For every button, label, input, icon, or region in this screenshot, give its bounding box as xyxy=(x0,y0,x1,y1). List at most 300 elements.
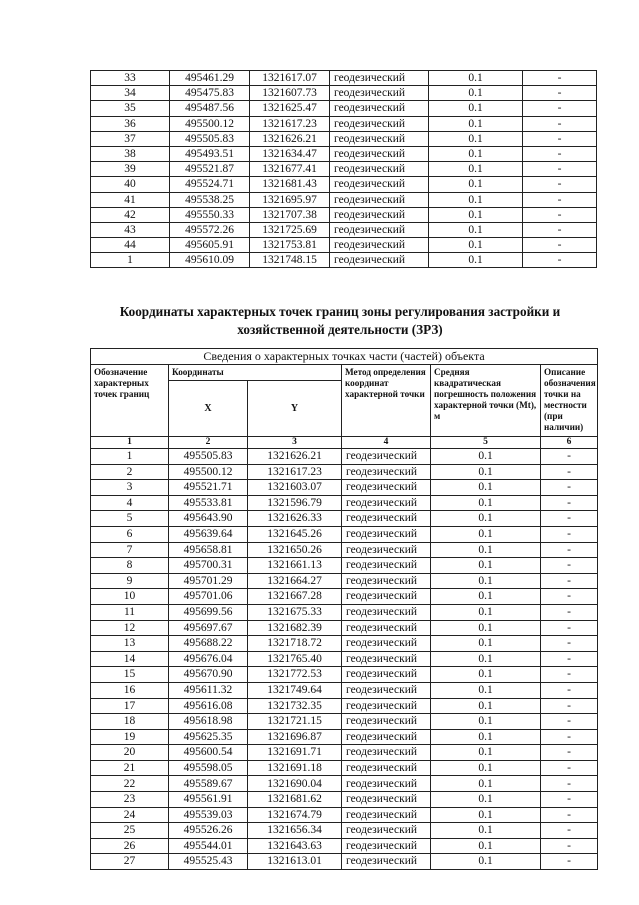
description-cell: - xyxy=(541,838,598,854)
accuracy-cell: 0.1 xyxy=(431,511,541,527)
point-number-cell: 1 xyxy=(91,253,170,268)
point-number-cell: 23 xyxy=(91,792,169,808)
description-cell: - xyxy=(523,146,597,161)
table-row xyxy=(91,116,597,131)
method-cell: геодезический xyxy=(330,101,429,116)
method-cell: геодезический xyxy=(330,86,429,101)
accuracy-cell: 0.1 xyxy=(431,480,541,496)
description-cell: - xyxy=(541,526,598,542)
point-number-cell: 7 xyxy=(91,542,169,558)
x-coordinate-cell: 495500.12 xyxy=(169,464,248,480)
accuracy-cell: 0.1 xyxy=(431,526,541,542)
method-cell: геодезический xyxy=(342,542,431,558)
y-coordinate-cell: 1321681.62 xyxy=(248,792,342,808)
point-number-cell: 38 xyxy=(91,146,170,161)
accuracy-cell: 0.1 xyxy=(429,101,523,116)
description-cell: - xyxy=(523,131,597,146)
accuracy-cell: 0.1 xyxy=(429,192,523,207)
point-number-cell: 16 xyxy=(91,682,169,698)
x-coordinate-cell: 495589.67 xyxy=(169,776,248,792)
method-cell: геодезический xyxy=(342,807,431,823)
x-coordinate-cell: 495600.54 xyxy=(169,745,248,761)
header-x: X xyxy=(169,381,248,437)
top-table-body xyxy=(91,71,597,268)
method-cell: геодезический xyxy=(342,604,431,620)
description-cell: - xyxy=(541,760,598,776)
table-row xyxy=(91,86,597,101)
method-cell: геодезический xyxy=(342,573,431,589)
method-cell: геодезический xyxy=(330,238,429,253)
description-cell: - xyxy=(541,589,598,605)
accuracy-cell: 0.1 xyxy=(431,792,541,808)
x-coordinate-cell: 495697.67 xyxy=(169,620,248,636)
x-coordinate-cell: 495461.29 xyxy=(170,71,250,86)
point-number-cell: 9 xyxy=(91,573,169,589)
accuracy-cell: 0.1 xyxy=(429,162,523,177)
x-coordinate-cell: 495701.29 xyxy=(169,573,248,589)
column-number: 5 xyxy=(431,437,541,449)
column-number: 1 xyxy=(91,437,169,449)
accuracy-cell: 0.1 xyxy=(431,698,541,714)
method-cell: геодезический xyxy=(330,177,429,192)
method-cell: геодезический xyxy=(342,589,431,605)
point-number-cell: 14 xyxy=(91,651,169,667)
table-row xyxy=(91,729,598,745)
x-coordinate-cell: 495616.08 xyxy=(169,698,248,714)
point-number-cell: 40 xyxy=(91,177,170,192)
description-cell: - xyxy=(523,71,597,86)
accuracy-cell: 0.1 xyxy=(431,495,541,511)
description-cell: - xyxy=(541,636,598,652)
y-coordinate-cell: 1321696.87 xyxy=(248,729,342,745)
method-cell: геодезический xyxy=(330,253,429,268)
table-row xyxy=(91,589,598,605)
method-cell: геодезический xyxy=(342,745,431,761)
accuracy-cell: 0.1 xyxy=(431,823,541,839)
point-number-cell: 43 xyxy=(91,222,170,237)
y-coordinate-cell: 1321650.26 xyxy=(248,542,342,558)
y-coordinate-cell: 1321695.97 xyxy=(250,192,330,207)
x-coordinate-cell: 495688.22 xyxy=(169,636,248,652)
table-row xyxy=(91,838,598,854)
zrz-table-body xyxy=(91,349,598,870)
point-number-cell: 25 xyxy=(91,823,169,839)
table-row xyxy=(91,464,598,480)
accuracy-cell: 0.1 xyxy=(429,238,523,253)
accuracy-cell: 0.1 xyxy=(431,682,541,698)
point-number-cell: 15 xyxy=(91,667,169,683)
y-coordinate-cell: 1321681.43 xyxy=(250,177,330,192)
point-number-cell: 24 xyxy=(91,807,169,823)
x-coordinate-cell: 495493.51 xyxy=(170,146,250,161)
method-cell: геодезический xyxy=(342,838,431,854)
y-coordinate-cell: 1321721.15 xyxy=(248,714,342,730)
method-cell: геодезический xyxy=(342,636,431,652)
description-cell: - xyxy=(541,698,598,714)
table-row xyxy=(91,651,598,667)
accuracy-cell: 0.1 xyxy=(429,222,523,237)
y-coordinate-cell: 1321707.38 xyxy=(250,207,330,222)
description-cell: - xyxy=(541,511,598,527)
table-row xyxy=(91,526,598,542)
point-number-cell: 13 xyxy=(91,636,169,652)
x-coordinate-cell: 495521.87 xyxy=(170,162,250,177)
accuracy-cell: 0.1 xyxy=(431,542,541,558)
x-coordinate-cell: 495538.25 xyxy=(170,192,250,207)
point-number-cell: 27 xyxy=(91,854,169,870)
method-cell: геодезический xyxy=(342,823,431,839)
description-cell: - xyxy=(523,207,597,222)
table-row xyxy=(91,823,598,839)
table-row xyxy=(91,698,598,714)
table-row xyxy=(91,558,598,574)
table-row xyxy=(91,207,597,222)
column-number: 3 xyxy=(248,437,342,449)
point-number-cell: 5 xyxy=(91,511,169,527)
description-cell: - xyxy=(541,776,598,792)
y-coordinate-cell: 1321603.07 xyxy=(248,480,342,496)
y-coordinate-cell: 1321749.64 xyxy=(248,682,342,698)
accuracy-cell: 0.1 xyxy=(429,131,523,146)
x-coordinate-cell: 495475.83 xyxy=(170,86,250,101)
accuracy-cell: 0.1 xyxy=(429,116,523,131)
y-coordinate-cell: 1321617.23 xyxy=(250,116,330,131)
y-coordinate-cell: 1321626.21 xyxy=(250,131,330,146)
table-row xyxy=(91,480,598,496)
table-row xyxy=(91,573,598,589)
table-row xyxy=(91,449,598,465)
accuracy-cell: 0.1 xyxy=(429,146,523,161)
point-number-cell: 10 xyxy=(91,589,169,605)
description-cell: - xyxy=(523,253,597,268)
method-cell: геодезический xyxy=(342,776,431,792)
y-coordinate-cell: 1321625.47 xyxy=(250,101,330,116)
y-coordinate-cell: 1321664.27 xyxy=(248,573,342,589)
table-row xyxy=(91,238,597,253)
x-coordinate-cell: 495525.43 xyxy=(169,854,248,870)
description-cell: - xyxy=(523,177,597,192)
point-number-cell: 2 xyxy=(91,464,169,480)
table-row xyxy=(91,760,598,776)
table-row xyxy=(91,253,597,268)
y-coordinate-cell: 1321675.33 xyxy=(248,604,342,620)
description-cell: - xyxy=(541,854,598,870)
point-number-cell: 6 xyxy=(91,526,169,542)
x-coordinate-cell: 495521.71 xyxy=(169,480,248,496)
y-coordinate-cell: 1321674.79 xyxy=(248,807,342,823)
x-coordinate-cell: 495539.03 xyxy=(169,807,248,823)
point-number-cell: 33 xyxy=(91,71,170,86)
point-number-cell: 44 xyxy=(91,238,170,253)
x-coordinate-cell: 495605.91 xyxy=(170,238,250,253)
x-coordinate-cell: 495533.81 xyxy=(169,495,248,511)
table-row xyxy=(91,146,597,161)
column-number: 6 xyxy=(541,437,598,449)
point-number-cell: 21 xyxy=(91,760,169,776)
x-coordinate-cell: 495598.05 xyxy=(169,760,248,776)
description-cell: - xyxy=(541,651,598,667)
description-cell: - xyxy=(541,449,598,465)
accuracy-cell: 0.1 xyxy=(431,838,541,854)
y-coordinate-cell: 1321725.69 xyxy=(250,222,330,237)
x-coordinate-cell: 495572.26 xyxy=(170,222,250,237)
accuracy-cell: 0.1 xyxy=(431,589,541,605)
x-coordinate-cell: 495487.56 xyxy=(170,101,250,116)
point-number-cell: 37 xyxy=(91,131,170,146)
x-coordinate-cell: 495505.83 xyxy=(169,449,248,465)
point-number-cell: 3 xyxy=(91,480,169,496)
y-coordinate-cell: 1321748.15 xyxy=(250,253,330,268)
column-number: 4 xyxy=(342,437,431,449)
accuracy-cell: 0.1 xyxy=(431,745,541,761)
x-coordinate-cell: 495505.83 xyxy=(170,131,250,146)
table-row xyxy=(91,131,597,146)
x-coordinate-cell: 495658.81 xyxy=(169,542,248,558)
y-coordinate-cell: 1321765.40 xyxy=(248,651,342,667)
point-number-cell: 35 xyxy=(91,101,170,116)
point-number-cell: 12 xyxy=(91,620,169,636)
y-coordinate-cell: 1321772.53 xyxy=(248,667,342,683)
method-cell: геодезический xyxy=(342,464,431,480)
table-row xyxy=(91,222,597,237)
description-cell: - xyxy=(541,558,598,574)
table-row xyxy=(91,636,598,652)
y-coordinate-cell: 1321626.33 xyxy=(248,511,342,527)
description-cell: - xyxy=(541,480,598,496)
description-cell: - xyxy=(523,192,597,207)
table-row xyxy=(91,745,598,761)
method-cell: геодезический xyxy=(342,526,431,542)
section-title-line2: хозяйственной деятельности (ЗРЗ) xyxy=(237,322,443,337)
method-cell: геодезический xyxy=(330,207,429,222)
point-number-cell: 20 xyxy=(91,745,169,761)
description-cell: - xyxy=(541,792,598,808)
header-method: Метод определения координат характерной точки xyxy=(342,365,431,437)
y-coordinate-cell: 1321626.21 xyxy=(248,449,342,465)
description-cell: - xyxy=(523,238,597,253)
point-number-cell: 26 xyxy=(91,838,169,854)
accuracy-cell: 0.1 xyxy=(429,253,523,268)
y-coordinate-cell: 1321634.47 xyxy=(250,146,330,161)
point-number-cell: 18 xyxy=(91,714,169,730)
accuracy-cell: 0.1 xyxy=(431,449,541,465)
description-cell: - xyxy=(523,222,597,237)
y-coordinate-cell: 1321613.01 xyxy=(248,854,342,870)
description-cell: - xyxy=(541,542,598,558)
method-cell: геодезический xyxy=(342,714,431,730)
x-coordinate-cell: 495526.26 xyxy=(169,823,248,839)
point-number-cell: 41 xyxy=(91,192,170,207)
y-coordinate-cell: 1321682.39 xyxy=(248,620,342,636)
x-coordinate-cell: 495611.32 xyxy=(169,682,248,698)
accuracy-cell: 0.1 xyxy=(431,776,541,792)
table-row xyxy=(91,667,598,683)
y-coordinate-cell: 1321753.81 xyxy=(250,238,330,253)
x-coordinate-cell: 495618.98 xyxy=(169,714,248,730)
table-row xyxy=(91,807,598,823)
y-coordinate-cell: 1321607.73 xyxy=(250,86,330,101)
method-cell: геодезический xyxy=(342,682,431,698)
header-coordinates: Координаты xyxy=(169,365,342,381)
method-cell: геодезический xyxy=(342,449,431,465)
point-number-cell: 36 xyxy=(91,116,170,131)
header-description: Описание обозначения точки на местности (при наличии) xyxy=(541,365,598,437)
accuracy-cell: 0.1 xyxy=(429,86,523,101)
y-coordinate-cell: 1321661.13 xyxy=(248,558,342,574)
table-row xyxy=(91,495,598,511)
y-coordinate-cell: 1321645.26 xyxy=(248,526,342,542)
accuracy-cell: 0.1 xyxy=(431,604,541,620)
y-coordinate-cell: 1321718.72 xyxy=(248,636,342,652)
header-accuracy: Средняя квадратическая погрешность положения характерной точки (Мt), м xyxy=(431,365,541,437)
header-point-designation: Обозначение характерных точек границ xyxy=(91,365,169,437)
y-coordinate-cell: 1321643.63 xyxy=(248,838,342,854)
accuracy-cell: 0.1 xyxy=(431,854,541,870)
point-number-cell: 1 xyxy=(91,449,169,465)
point-number-cell: 42 xyxy=(91,207,170,222)
accuracy-cell: 0.1 xyxy=(431,667,541,683)
point-number-cell: 8 xyxy=(91,558,169,574)
method-cell: геодезический xyxy=(342,495,431,511)
description-cell: - xyxy=(523,101,597,116)
point-number-cell: 39 xyxy=(91,162,170,177)
method-cell: геодезический xyxy=(342,651,431,667)
method-cell: геодезический xyxy=(342,729,431,745)
table-caption-row xyxy=(91,349,598,365)
y-coordinate-cell: 1321732.35 xyxy=(248,698,342,714)
x-coordinate-cell: 495699.56 xyxy=(169,604,248,620)
accuracy-cell: 0.1 xyxy=(431,620,541,636)
point-number-cell: 11 xyxy=(91,604,169,620)
method-cell: геодезический xyxy=(342,792,431,808)
header-y: Y xyxy=(248,381,342,437)
section-title xyxy=(60,303,620,339)
table-row xyxy=(91,101,597,116)
description-cell: - xyxy=(541,620,598,636)
method-cell: геодезический xyxy=(342,480,431,496)
table-caption: Сведения о характерных точках части (частей) объекта xyxy=(91,349,598,365)
table-row xyxy=(91,682,598,698)
description-cell: - xyxy=(541,745,598,761)
x-coordinate-cell: 495639.64 xyxy=(169,526,248,542)
x-coordinate-cell: 495500.12 xyxy=(170,116,250,131)
point-number-cell: 34 xyxy=(91,86,170,101)
accuracy-cell: 0.1 xyxy=(431,573,541,589)
x-coordinate-cell: 495676.04 xyxy=(169,651,248,667)
table-row xyxy=(91,854,598,870)
accuracy-cell: 0.1 xyxy=(431,636,541,652)
description-cell: - xyxy=(523,162,597,177)
table-header-row xyxy=(91,365,598,381)
top-coordinates-table xyxy=(90,70,597,268)
method-cell: геодезический xyxy=(342,667,431,683)
description-cell: - xyxy=(541,495,598,511)
table-row xyxy=(91,511,598,527)
table-row xyxy=(91,192,597,207)
y-coordinate-cell: 1321667.28 xyxy=(248,589,342,605)
description-cell: - xyxy=(523,86,597,101)
accuracy-cell: 0.1 xyxy=(431,558,541,574)
method-cell: геодезический xyxy=(330,71,429,86)
column-number-row xyxy=(91,437,598,449)
method-cell: геодезический xyxy=(330,116,429,131)
accuracy-cell: 0.1 xyxy=(431,651,541,667)
y-coordinate-cell: 1321596.79 xyxy=(248,495,342,511)
description-cell: - xyxy=(541,604,598,620)
description-cell: - xyxy=(541,807,598,823)
column-number: 2 xyxy=(169,437,248,449)
zrz-coordinates-table xyxy=(90,348,598,870)
description-cell: - xyxy=(523,116,597,131)
y-coordinate-cell: 1321691.71 xyxy=(248,745,342,761)
method-cell: геодезический xyxy=(342,620,431,636)
y-coordinate-cell: 1321617.07 xyxy=(250,71,330,86)
method-cell: геодезический xyxy=(342,698,431,714)
table-row xyxy=(91,620,598,636)
method-cell: геодезический xyxy=(342,854,431,870)
y-coordinate-cell: 1321617.23 xyxy=(248,464,342,480)
method-cell: геодезический xyxy=(330,131,429,146)
point-number-cell: 17 xyxy=(91,698,169,714)
x-coordinate-cell: 495643.90 xyxy=(169,511,248,527)
table-row xyxy=(91,162,597,177)
accuracy-cell: 0.1 xyxy=(431,729,541,745)
x-coordinate-cell: 495610.09 xyxy=(170,253,250,268)
method-cell: геодезический xyxy=(342,511,431,527)
point-number-cell: 19 xyxy=(91,729,169,745)
x-coordinate-cell: 495550.33 xyxy=(170,207,250,222)
description-cell: - xyxy=(541,682,598,698)
description-cell: - xyxy=(541,573,598,589)
accuracy-cell: 0.1 xyxy=(431,807,541,823)
description-cell: - xyxy=(541,823,598,839)
x-coordinate-cell: 495700.31 xyxy=(169,558,248,574)
table-row xyxy=(91,604,598,620)
table-row xyxy=(91,177,597,192)
x-coordinate-cell: 495544.01 xyxy=(169,838,248,854)
table-row xyxy=(91,71,597,86)
x-coordinate-cell: 495625.35 xyxy=(169,729,248,745)
table-row xyxy=(91,776,598,792)
accuracy-cell: 0.1 xyxy=(429,71,523,86)
method-cell: геодезический xyxy=(330,222,429,237)
accuracy-cell: 0.1 xyxy=(431,714,541,730)
x-coordinate-cell: 495670.90 xyxy=(169,667,248,683)
method-cell: геодезический xyxy=(330,146,429,161)
method-cell: геодезический xyxy=(330,192,429,207)
accuracy-cell: 0.1 xyxy=(431,464,541,480)
description-cell: - xyxy=(541,667,598,683)
method-cell: геодезический xyxy=(342,558,431,574)
y-coordinate-cell: 1321677.41 xyxy=(250,162,330,177)
description-cell: - xyxy=(541,729,598,745)
description-cell: - xyxy=(541,464,598,480)
method-cell: геодезический xyxy=(330,162,429,177)
accuracy-cell: 0.1 xyxy=(431,760,541,776)
section-title-line1: Координаты характерных точек границ зоны регулирования застройки и xyxy=(119,304,561,319)
y-coordinate-cell: 1321656.34 xyxy=(248,823,342,839)
method-cell: геодезический xyxy=(342,760,431,776)
table-row xyxy=(91,714,598,730)
accuracy-cell: 0.1 xyxy=(429,207,523,222)
point-number-cell: 22 xyxy=(91,776,169,792)
table-row xyxy=(91,542,598,558)
y-coordinate-cell: 1321691.18 xyxy=(248,760,342,776)
point-number-cell: 4 xyxy=(91,495,169,511)
description-cell: - xyxy=(541,714,598,730)
x-coordinate-cell: 495524.71 xyxy=(170,177,250,192)
x-coordinate-cell: 495701.06 xyxy=(169,589,248,605)
